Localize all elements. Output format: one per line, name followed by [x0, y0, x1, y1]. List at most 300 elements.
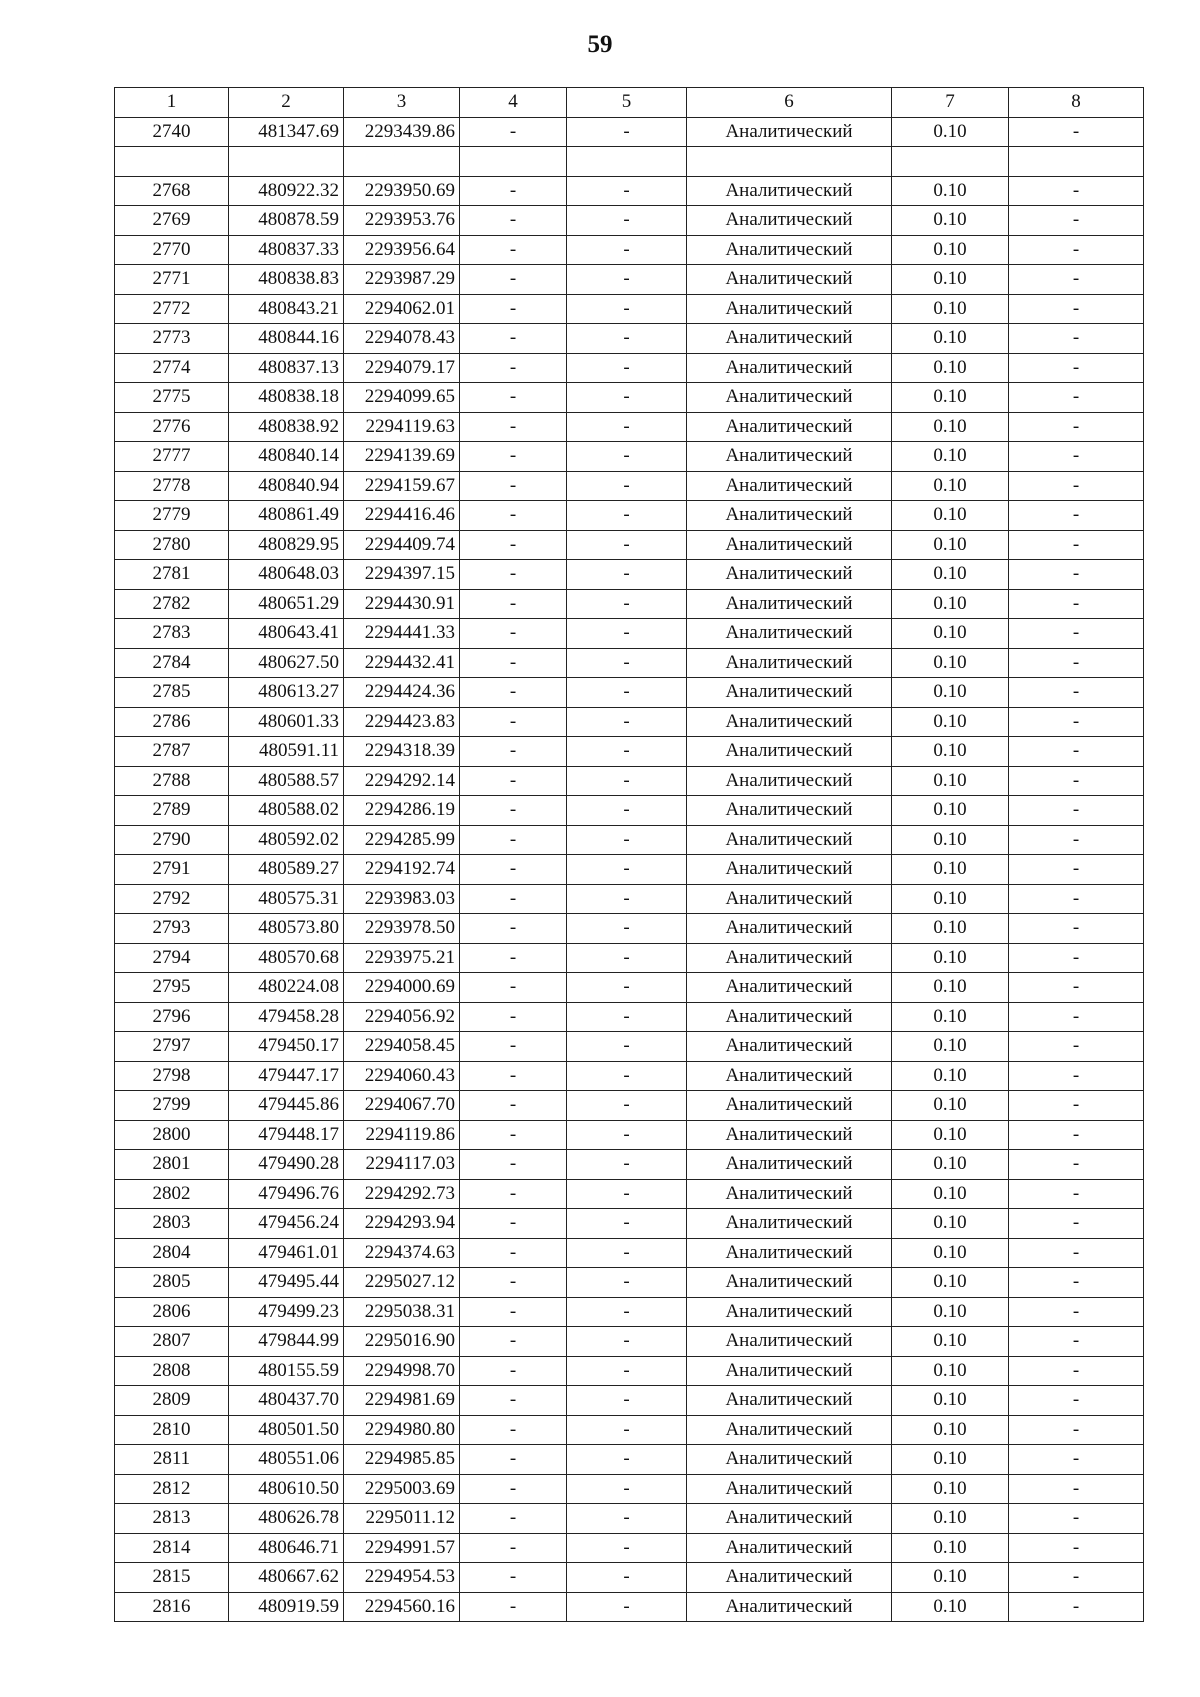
- col5-cell: -: [567, 294, 687, 324]
- col8-cell: -: [1009, 973, 1144, 1003]
- x-coordinate-cell: 480592.02: [229, 825, 344, 855]
- col8-cell: -: [1009, 737, 1144, 767]
- y-coordinate-cell: 2293987.29: [344, 265, 460, 295]
- accuracy-cell: 0.10: [892, 1002, 1009, 1032]
- col5-cell: -: [567, 1209, 687, 1239]
- x-coordinate-cell: 480627.50: [229, 648, 344, 678]
- table-row: [115, 1209, 1144, 1239]
- col8-cell: -: [1009, 471, 1144, 501]
- accuracy-cell: 0.10: [892, 1120, 1009, 1150]
- col5-cell: -: [567, 412, 687, 442]
- accuracy-cell: 0.10: [892, 530, 1009, 560]
- col4-cell: -: [460, 501, 567, 531]
- col8-cell: -: [1009, 1533, 1144, 1563]
- accuracy-cell: 0.10: [892, 707, 1009, 737]
- accuracy-cell: 0.10: [892, 1474, 1009, 1504]
- table-row: [115, 1445, 1144, 1475]
- col8-cell: -: [1009, 206, 1144, 236]
- table-row: [115, 471, 1144, 501]
- table-row: [115, 825, 1144, 855]
- x-coordinate-cell: 480840.14: [229, 442, 344, 472]
- point-number-cell: 2794: [115, 943, 229, 973]
- accuracy-cell: 0.10: [892, 176, 1009, 206]
- y-coordinate-cell: 2293439.86: [344, 117, 460, 147]
- col4-cell: -: [460, 1386, 567, 1416]
- col8-cell: -: [1009, 412, 1144, 442]
- col5-cell: -: [567, 973, 687, 1003]
- accuracy-cell: 0.10: [892, 1209, 1009, 1239]
- x-coordinate-cell: 480843.21: [229, 294, 344, 324]
- accuracy-cell: 0.10: [892, 353, 1009, 383]
- method-cell: Аналитический: [687, 707, 892, 737]
- x-coordinate-cell: 480844.16: [229, 324, 344, 354]
- col4-cell: -: [460, 648, 567, 678]
- x-coordinate-cell: 480646.71: [229, 1533, 344, 1563]
- col8-cell: -: [1009, 176, 1144, 206]
- y-coordinate-cell: 2294432.41: [344, 648, 460, 678]
- y-coordinate-cell: 2294117.03: [344, 1150, 460, 1180]
- col8-cell: [1009, 147, 1144, 177]
- accuracy-cell: 0.10: [892, 1563, 1009, 1593]
- col5-cell: -: [567, 1504, 687, 1534]
- method-cell: Аналитический: [687, 973, 892, 1003]
- col8-cell: -: [1009, 1179, 1144, 1209]
- col8-cell: -: [1009, 235, 1144, 265]
- column-header: 6: [687, 88, 892, 118]
- accuracy-cell: 0.10: [892, 206, 1009, 236]
- x-coordinate-cell: 480591.11: [229, 737, 344, 767]
- table-row: [115, 147, 1144, 177]
- method-cell: Аналитический: [687, 1445, 892, 1475]
- col5-cell: -: [567, 1386, 687, 1416]
- method-cell: Аналитический: [687, 560, 892, 590]
- x-coordinate-cell: 479445.86: [229, 1091, 344, 1121]
- accuracy-cell: 0.10: [892, 1415, 1009, 1445]
- x-coordinate-cell: 480610.50: [229, 1474, 344, 1504]
- method-cell: Аналитический: [687, 1297, 892, 1327]
- col8-cell: -: [1009, 943, 1144, 973]
- col5-cell: -: [567, 176, 687, 206]
- col4-cell: [460, 147, 567, 177]
- col4-cell: -: [460, 235, 567, 265]
- col5-cell: -: [567, 678, 687, 708]
- table-row: [115, 855, 1144, 885]
- table-row: [115, 265, 1144, 295]
- method-cell: Аналитический: [687, 1504, 892, 1534]
- table-row: [115, 324, 1144, 354]
- col4-cell: -: [460, 1356, 567, 1386]
- y-coordinate-cell: 2294000.69: [344, 973, 460, 1003]
- y-coordinate-cell: 2294079.17: [344, 353, 460, 383]
- table-row: [115, 353, 1144, 383]
- method-cell: Аналитический: [687, 1032, 892, 1062]
- y-coordinate-cell: 2294159.67: [344, 471, 460, 501]
- point-number-cell: 2785: [115, 678, 229, 708]
- table-row: [115, 1150, 1144, 1180]
- x-coordinate-cell: 480648.03: [229, 560, 344, 590]
- col4-cell: -: [460, 973, 567, 1003]
- y-coordinate-cell: 2295011.12: [344, 1504, 460, 1534]
- col4-cell: -: [460, 825, 567, 855]
- table-row: [115, 1061, 1144, 1091]
- table-row: [115, 619, 1144, 649]
- col5-cell: -: [567, 796, 687, 826]
- accuracy-cell: 0.10: [892, 1297, 1009, 1327]
- x-coordinate-cell: 479461.01: [229, 1238, 344, 1268]
- point-number-cell: 2810: [115, 1415, 229, 1445]
- col5-cell: -: [567, 1061, 687, 1091]
- table-row: [115, 589, 1144, 619]
- y-coordinate-cell: 2294424.36: [344, 678, 460, 708]
- column-header: 4: [460, 88, 567, 118]
- x-coordinate-cell: 480840.94: [229, 471, 344, 501]
- y-coordinate-cell: 2294954.53: [344, 1563, 460, 1593]
- accuracy-cell: 0.10: [892, 1268, 1009, 1298]
- table-row: [115, 1533, 1144, 1563]
- col4-cell: -: [460, 1120, 567, 1150]
- table-row: [115, 973, 1144, 1003]
- col8-cell: -: [1009, 1474, 1144, 1504]
- table-row: [115, 1474, 1144, 1504]
- method-cell: Аналитический: [687, 855, 892, 885]
- col5-cell: -: [567, 1002, 687, 1032]
- col8-cell: -: [1009, 648, 1144, 678]
- y-coordinate-cell: 2294292.73: [344, 1179, 460, 1209]
- point-number-cell: 2798: [115, 1061, 229, 1091]
- col4-cell: -: [460, 766, 567, 796]
- y-coordinate-cell: 2294119.63: [344, 412, 460, 442]
- point-number-cell: 2780: [115, 530, 229, 560]
- method-cell: Аналитический: [687, 1002, 892, 1032]
- col5-cell: -: [567, 206, 687, 236]
- col4-cell: -: [460, 1238, 567, 1268]
- col4-cell: -: [460, 707, 567, 737]
- accuracy-cell: 0.10: [892, 471, 1009, 501]
- x-coordinate-cell: 480626.78: [229, 1504, 344, 1534]
- x-coordinate-cell: 479496.76: [229, 1179, 344, 1209]
- col5-cell: -: [567, 324, 687, 354]
- col8-cell: -: [1009, 265, 1144, 295]
- accuracy-cell: 0.10: [892, 1327, 1009, 1357]
- col4-cell: -: [460, 383, 567, 413]
- col5-cell: -: [567, 442, 687, 472]
- method-cell: Аналитический: [687, 1179, 892, 1209]
- accuracy-cell: 0.10: [892, 1504, 1009, 1534]
- col5-cell: -: [567, 235, 687, 265]
- point-number-cell: 2813: [115, 1504, 229, 1534]
- x-coordinate-cell: 480922.32: [229, 176, 344, 206]
- accuracy-cell: 0.10: [892, 1061, 1009, 1091]
- x-coordinate-cell: 479448.17: [229, 1120, 344, 1150]
- method-cell: Аналитический: [687, 1474, 892, 1504]
- col4-cell: -: [460, 943, 567, 973]
- y-coordinate-cell: 2294078.43: [344, 324, 460, 354]
- accuracy-cell: 0.10: [892, 589, 1009, 619]
- col8-cell: -: [1009, 1327, 1144, 1357]
- method-cell: Аналитический: [687, 1120, 892, 1150]
- point-number-cell: 2774: [115, 353, 229, 383]
- table-row: [115, 117, 1144, 147]
- col8-cell: -: [1009, 442, 1144, 472]
- x-coordinate-cell: 480838.18: [229, 383, 344, 413]
- x-coordinate-cell: 480551.06: [229, 1445, 344, 1475]
- method-cell: Аналитический: [687, 1091, 892, 1121]
- col8-cell: -: [1009, 294, 1144, 324]
- y-coordinate-cell: 2293978.50: [344, 914, 460, 944]
- col8-cell: -: [1009, 1002, 1144, 1032]
- accuracy-cell: 0.10: [892, 294, 1009, 324]
- method-cell: Аналитический: [687, 648, 892, 678]
- y-coordinate-cell: 2294374.63: [344, 1238, 460, 1268]
- col8-cell: -: [1009, 353, 1144, 383]
- accuracy-cell: 0.10: [892, 943, 1009, 973]
- y-coordinate-cell: 2293975.21: [344, 943, 460, 973]
- accuracy-cell: 0.10: [892, 1032, 1009, 1062]
- col5-cell: -: [567, 1356, 687, 1386]
- col4-cell: -: [460, 1415, 567, 1445]
- x-coordinate-cell: 480837.33: [229, 235, 344, 265]
- x-coordinate-cell: 480829.95: [229, 530, 344, 560]
- y-coordinate-cell: 2294423.83: [344, 707, 460, 737]
- col8-cell: -: [1009, 766, 1144, 796]
- col5-cell: -: [567, 855, 687, 885]
- accuracy-cell: 0.10: [892, 884, 1009, 914]
- accuracy-cell: 0.10: [892, 560, 1009, 590]
- y-coordinate-cell: [344, 147, 460, 177]
- method-cell: Аналитический: [687, 1238, 892, 1268]
- x-coordinate-cell: 480613.27: [229, 678, 344, 708]
- method-cell: Аналитический: [687, 176, 892, 206]
- method-cell: Аналитический: [687, 117, 892, 147]
- table-row: [115, 1032, 1144, 1062]
- table-row: [115, 530, 1144, 560]
- y-coordinate-cell: 2295038.31: [344, 1297, 460, 1327]
- point-number-cell: 2799: [115, 1091, 229, 1121]
- col5-cell: -: [567, 1445, 687, 1475]
- point-number-cell: 2814: [115, 1533, 229, 1563]
- col4-cell: -: [460, 560, 567, 590]
- point-number-cell: 2789: [115, 796, 229, 826]
- col5-cell: -: [567, 1563, 687, 1593]
- coordinates-table: [114, 87, 1144, 1622]
- col4-cell: -: [460, 1032, 567, 1062]
- point-number-cell: 2779: [115, 501, 229, 531]
- table-row: [115, 1504, 1144, 1534]
- method-cell: Аналитический: [687, 678, 892, 708]
- table-row: [115, 560, 1144, 590]
- point-number-cell: 2787: [115, 737, 229, 767]
- accuracy-cell: 0.10: [892, 1533, 1009, 1563]
- table-row: [115, 1386, 1144, 1416]
- table-row: [115, 1002, 1144, 1032]
- y-coordinate-cell: 2293953.76: [344, 206, 460, 236]
- table-row: [115, 176, 1144, 206]
- method-cell: Аналитический: [687, 1592, 892, 1622]
- col5-cell: -: [567, 884, 687, 914]
- accuracy-cell: 0.10: [892, 855, 1009, 885]
- col4-cell: -: [460, 1592, 567, 1622]
- x-coordinate-cell: 480155.59: [229, 1356, 344, 1386]
- col5-cell: -: [567, 1238, 687, 1268]
- col5-cell: -: [567, 1032, 687, 1062]
- x-coordinate-cell: 480667.62: [229, 1563, 344, 1593]
- col8-cell: -: [1009, 589, 1144, 619]
- col8-cell: -: [1009, 383, 1144, 413]
- col5-cell: -: [567, 1533, 687, 1563]
- col5-cell: -: [567, 737, 687, 767]
- col4-cell: -: [460, 353, 567, 383]
- accuracy-cell: 0.10: [892, 1179, 1009, 1209]
- table-row: [115, 1356, 1144, 1386]
- col5-cell: -: [567, 1091, 687, 1121]
- method-cell: Аналитический: [687, 1356, 892, 1386]
- point-number-cell: 2811: [115, 1445, 229, 1475]
- method-cell: Аналитический: [687, 324, 892, 354]
- table-row: [115, 1179, 1144, 1209]
- table-row: [115, 412, 1144, 442]
- x-coordinate-cell: 480224.08: [229, 973, 344, 1003]
- point-number-cell: 2782: [115, 589, 229, 619]
- col5-cell: -: [567, 1592, 687, 1622]
- col8-cell: -: [1009, 1032, 1144, 1062]
- col8-cell: -: [1009, 855, 1144, 885]
- point-number-cell: 2781: [115, 560, 229, 590]
- accuracy-cell: 0.10: [892, 442, 1009, 472]
- point-number-cell: 2802: [115, 1179, 229, 1209]
- col5-cell: -: [567, 501, 687, 531]
- col8-cell: -: [1009, 117, 1144, 147]
- method-cell: Аналитический: [687, 943, 892, 973]
- method-cell: Аналитический: [687, 1327, 892, 1357]
- y-coordinate-cell: 2294430.91: [344, 589, 460, 619]
- y-coordinate-cell: 2294409.74: [344, 530, 460, 560]
- x-coordinate-cell: 479844.99: [229, 1327, 344, 1357]
- table-row: [115, 1238, 1144, 1268]
- col4-cell: -: [460, 324, 567, 354]
- y-coordinate-cell: 2294099.65: [344, 383, 460, 413]
- y-coordinate-cell: 2293983.03: [344, 884, 460, 914]
- col5-cell: -: [567, 117, 687, 147]
- y-coordinate-cell: 2294286.19: [344, 796, 460, 826]
- point-number-cell: 2772: [115, 294, 229, 324]
- point-number-cell: 2804: [115, 1238, 229, 1268]
- y-coordinate-cell: 2294119.86: [344, 1120, 460, 1150]
- col8-cell: -: [1009, 884, 1144, 914]
- method-cell: Аналитический: [687, 206, 892, 236]
- accuracy-cell: 0.10: [892, 766, 1009, 796]
- x-coordinate-cell: 480838.83: [229, 265, 344, 295]
- table-row: [115, 737, 1144, 767]
- x-coordinate-cell: 479458.28: [229, 1002, 344, 1032]
- method-cell: Аналитический: [687, 1209, 892, 1239]
- x-coordinate-cell: 480588.57: [229, 766, 344, 796]
- method-cell: Аналитический: [687, 235, 892, 265]
- x-coordinate-cell: [229, 147, 344, 177]
- y-coordinate-cell: 2294416.46: [344, 501, 460, 531]
- col8-cell: -: [1009, 1504, 1144, 1534]
- table-row: [115, 294, 1144, 324]
- accuracy-cell: 0.10: [892, 117, 1009, 147]
- x-coordinate-cell: 480575.31: [229, 884, 344, 914]
- col8-cell: -: [1009, 1297, 1144, 1327]
- col8-cell: -: [1009, 707, 1144, 737]
- point-number-cell: 2768: [115, 176, 229, 206]
- col8-cell: -: [1009, 1563, 1144, 1593]
- method-cell: Аналитический: [687, 737, 892, 767]
- point-number-cell: 2807: [115, 1327, 229, 1357]
- col4-cell: -: [460, 619, 567, 649]
- col5-cell: -: [567, 560, 687, 590]
- point-number-cell: 2769: [115, 206, 229, 236]
- accuracy-cell: 0.10: [892, 678, 1009, 708]
- y-coordinate-cell: 2294285.99: [344, 825, 460, 855]
- col5-cell: -: [567, 707, 687, 737]
- col8-cell: -: [1009, 1268, 1144, 1298]
- col5-cell: -: [567, 825, 687, 855]
- accuracy-cell: 0.10: [892, 825, 1009, 855]
- table-row: [115, 796, 1144, 826]
- table-row: [115, 235, 1144, 265]
- col5-cell: -: [567, 1415, 687, 1445]
- y-coordinate-cell: 2294560.16: [344, 1592, 460, 1622]
- column-header: 5: [567, 88, 687, 118]
- col8-cell: -: [1009, 1061, 1144, 1091]
- x-coordinate-cell: 480437.70: [229, 1386, 344, 1416]
- col4-cell: -: [460, 1179, 567, 1209]
- col5-cell: -: [567, 1327, 687, 1357]
- point-number-cell: 2800: [115, 1120, 229, 1150]
- method-cell: Аналитический: [687, 294, 892, 324]
- col8-cell: -: [1009, 1209, 1144, 1239]
- col4-cell: -: [460, 1563, 567, 1593]
- table-row: [115, 442, 1144, 472]
- col4-cell: -: [460, 1002, 567, 1032]
- accuracy-cell: 0.10: [892, 383, 1009, 413]
- y-coordinate-cell: 2294441.33: [344, 619, 460, 649]
- method-cell: Аналитический: [687, 1415, 892, 1445]
- col5-cell: -: [567, 619, 687, 649]
- accuracy-cell: 0.10: [892, 265, 1009, 295]
- method-cell: Аналитический: [687, 442, 892, 472]
- accuracy-cell: 0.10: [892, 648, 1009, 678]
- col5-cell: -: [567, 383, 687, 413]
- col4-cell: -: [460, 796, 567, 826]
- col8-cell: -: [1009, 530, 1144, 560]
- y-coordinate-cell: 2294139.69: [344, 442, 460, 472]
- table-row: [115, 648, 1144, 678]
- method-cell: Аналитический: [687, 530, 892, 560]
- table-row: [115, 1091, 1144, 1121]
- col8-cell: -: [1009, 560, 1144, 590]
- col5-cell: -: [567, 589, 687, 619]
- point-number-cell: 2783: [115, 619, 229, 649]
- x-coordinate-cell: 479447.17: [229, 1061, 344, 1091]
- y-coordinate-cell: 2294998.70: [344, 1356, 460, 1386]
- y-coordinate-cell: 2294067.70: [344, 1091, 460, 1121]
- point-number-cell: 2786: [115, 707, 229, 737]
- table-row: [115, 206, 1144, 236]
- col4-cell: -: [460, 1533, 567, 1563]
- point-number-cell: 2808: [115, 1356, 229, 1386]
- point-number-cell: 2805: [115, 1268, 229, 1298]
- column-header: 1: [115, 88, 229, 118]
- method-cell: Аналитический: [687, 412, 892, 442]
- x-coordinate-cell: 480570.68: [229, 943, 344, 973]
- point-number-cell: 2797: [115, 1032, 229, 1062]
- point-number-cell: 2788: [115, 766, 229, 796]
- y-coordinate-cell: 2294981.69: [344, 1386, 460, 1416]
- x-coordinate-cell: 480573.80: [229, 914, 344, 944]
